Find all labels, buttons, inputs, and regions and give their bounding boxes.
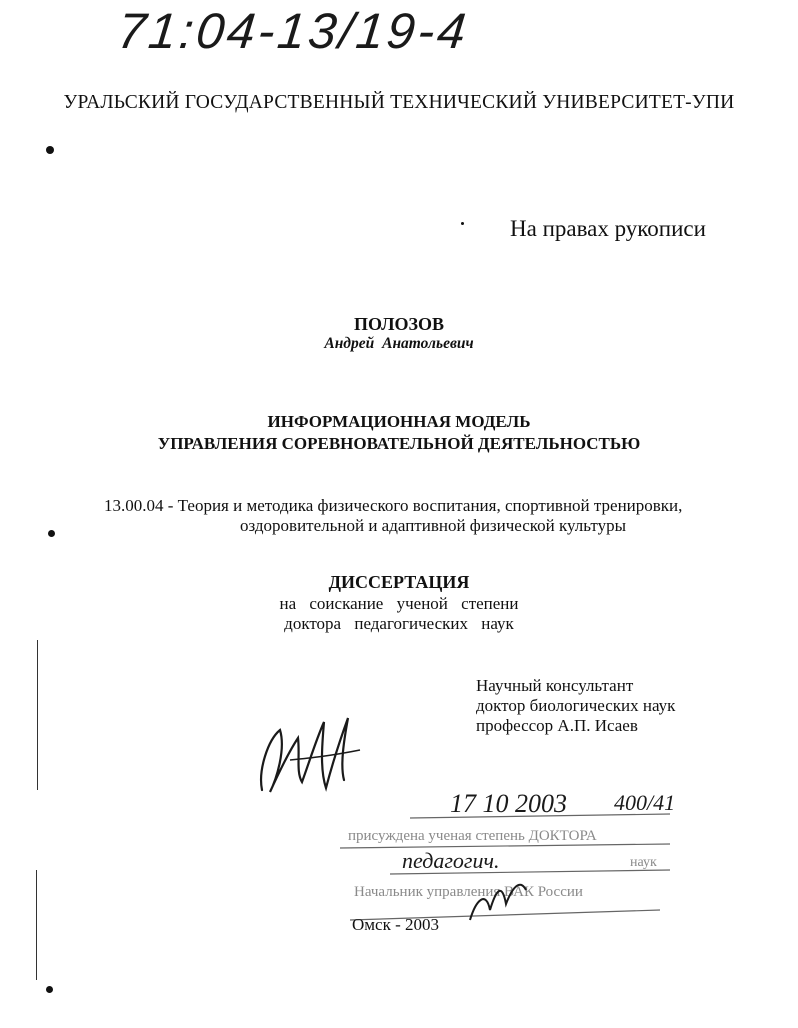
- stamp-number: 400/41: [614, 790, 676, 815]
- dissertation-heading: ДИССЕРТАЦИЯ: [328, 572, 470, 592]
- scan-speck: [461, 222, 464, 225]
- scan-mark: [46, 146, 54, 154]
- stamp-field: педагогич.: [402, 848, 500, 873]
- catalog-number: 71:04-13/19-4: [115, 3, 472, 59]
- consultant-role: Научный консультант: [476, 676, 634, 695]
- thesis-title-line2: УПРАВЛЕНИЯ СОРЕВНОВАТЕЛЬНОЙ ДЕЯТЕЛЬНОСТЬЮ: [157, 434, 641, 453]
- scan-edge-line: [36, 870, 37, 980]
- stamp-date: 17 10 2003: [450, 789, 567, 818]
- city-year: Омск - 2003: [352, 915, 440, 934]
- stamp-office-line: Начальник управления ВАК России: [354, 884, 583, 900]
- scan-mark: [46, 986, 53, 993]
- stamp-awarded-line: присуждена ученая степень ДОКТОРА: [348, 828, 597, 844]
- rights-note: На правах рукописи: [510, 216, 706, 241]
- consultant-name: профессор А.П. Исаев: [476, 716, 638, 735]
- university-name: УРАЛЬСКИЙ ГОСУДАРСТВЕННЫЙ ТЕХНИЧЕСКИЙ УНИВЕРСИТЕТ-УПИ: [63, 92, 735, 113]
- stamp-field-suffix: наук: [630, 855, 657, 870]
- consultant-degree: доктор биологических наук: [476, 696, 676, 715]
- thesis-title-line1: ИНФОРМАЦИОННАЯ МОДЕЛЬ: [267, 412, 531, 431]
- specialty-line2: оздоровительной и адаптивной физической культуры: [240, 516, 627, 535]
- specialty-line1: 13.00.04 - Теория и методика физического воспитания, спортивной тренировки,: [104, 496, 683, 515]
- author-given-names: Андрей Анатольевич: [324, 335, 474, 352]
- author-surname: ПОЛОЗОВ: [353, 314, 445, 334]
- vak-stamp: [330, 770, 680, 930]
- scan-edge-line: [37, 640, 38, 790]
- degree-line1: на соискание ученой степени: [279, 594, 519, 613]
- scan-mark: [48, 530, 55, 537]
- degree-line2: доктора педагогических наук: [284, 614, 514, 633]
